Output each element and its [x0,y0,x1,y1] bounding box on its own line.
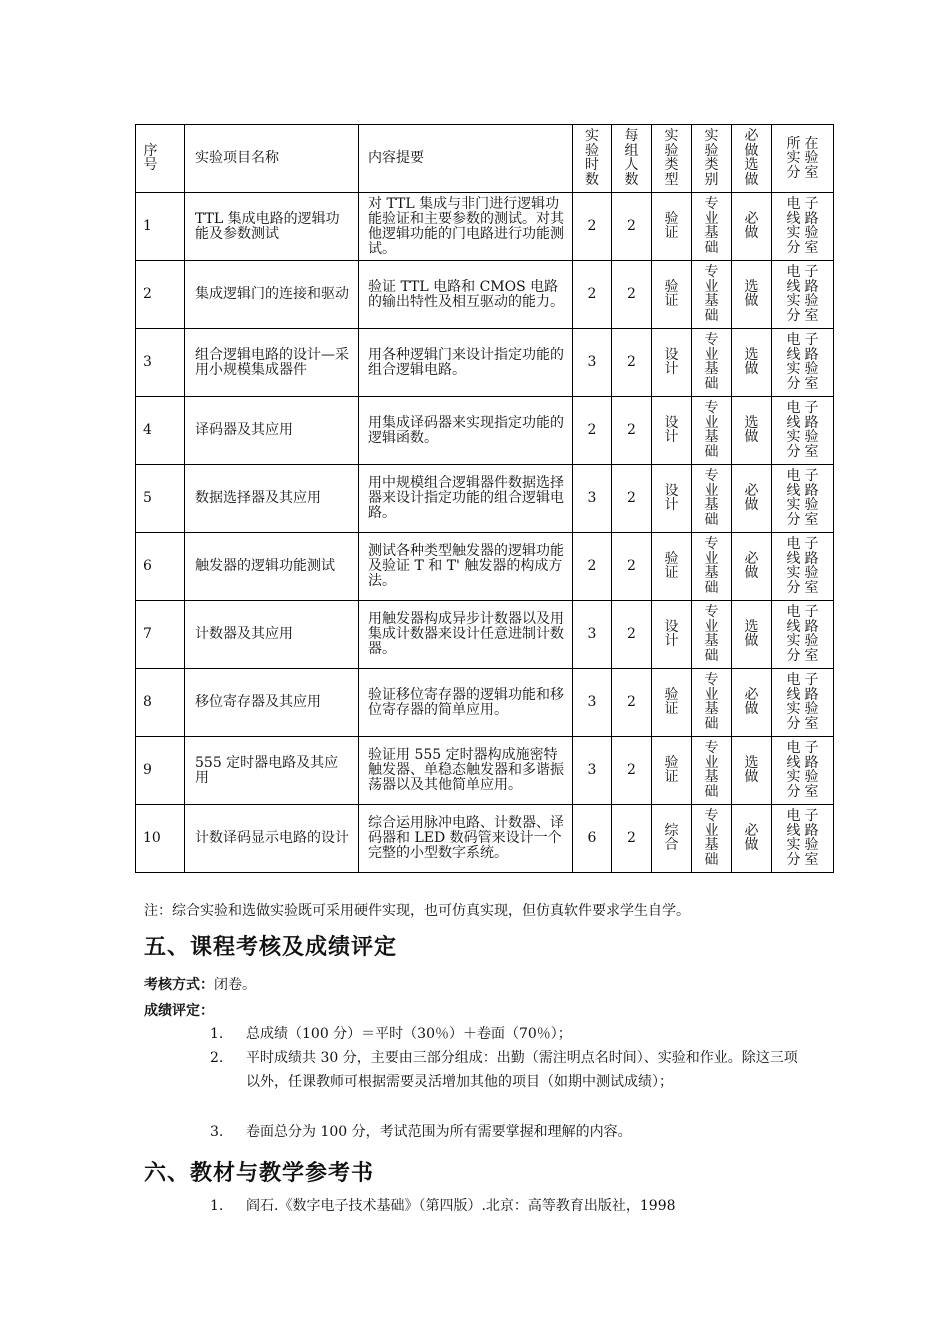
cell-hours: 2 [573,397,612,465]
cell-name: TTL 集成电路的逻辑功能及参数测试 [185,193,359,261]
cell-type [652,601,692,669]
cell-lab-text: 电子线路实验分室 [786,808,819,868]
cell-category-text: 专业基础 [704,400,719,460]
cell-people: 2 [612,397,652,465]
header-name: 实验项目名称 [185,125,359,193]
cell-required [732,805,772,873]
cell-required-text: 必做 [744,210,759,242]
cell-desc: 综合运用脉冲电路、计数器、译码器和 LED 数码管来设计一个完整的小型数字系统。 [359,805,573,873]
cell-desc: 对 TTL 集成与非门进行逻辑功能验证和主要参数的测试。对其他逻辑功能的门电路进行功能测试。 [359,193,573,261]
header-people: 每组人数 [612,125,652,193]
cell-hours: 3 [573,601,612,669]
cell-lab [772,533,834,601]
cell-lab [772,193,834,261]
table-row [136,533,834,601]
cell-category-text: 专业基础 [704,808,719,868]
cell-required [732,193,772,261]
cell-category [692,329,732,397]
cell-people: 2 [612,805,652,873]
reference-number: 1. [210,1198,224,1214]
table-row [136,193,834,261]
cell-category [692,193,732,261]
table-row [136,465,834,533]
exam-method [144,974,256,994]
exam-method-label: 考核方式： [144,977,214,993]
cell-category [692,397,732,465]
cell-lab [772,261,834,329]
cell-category [692,805,732,873]
cell-lab-text: 电子线路实验分室 [786,672,819,732]
cell-type-text: 设计 [664,482,679,514]
cell-idx: 5 [136,465,185,533]
cell-category-text: 专业基础 [704,264,719,324]
table-row [136,669,834,737]
cell-lab [772,329,834,397]
cell-name: 移位寄存器及其应用 [185,669,359,737]
cell-type [652,805,692,873]
cell-people: 2 [612,261,652,329]
cell-people: 2 [612,329,652,397]
cell-desc: 测试各种类型触发器的逻辑功能及验证 T 和 T' 触发器的构成方法。 [359,533,573,601]
cell-idx: 8 [136,669,185,737]
table-row [136,329,834,397]
exam-method-value: 闭卷。 [214,977,256,993]
table-row [136,805,834,873]
cell-hours: 2 [573,193,612,261]
cell-desc: 验证用 555 定时器构成施密特触发器、单稳态触发器和多谐振荡器以及其他简单应用。 [359,737,573,805]
cell-lab-text: 电子线路实验分室 [786,264,819,324]
cell-type [652,737,692,805]
cell-required [732,397,772,465]
cell-lab [772,397,834,465]
cell-desc: 用中规模组合逻辑器件数据选择器来设计指定功能的组合逻辑电路。 [359,465,573,533]
cell-category-text: 专业基础 [704,740,719,800]
cell-type [652,329,692,397]
cell-hours: 3 [573,465,612,533]
cell-required-text: 选做 [744,346,759,378]
cell-people: 2 [612,601,652,669]
cell-lab-text: 电子线路实验分室 [786,400,819,460]
cell-category [692,261,732,329]
cell-category-text: 专业基础 [704,604,719,664]
cell-required-text: 选做 [744,754,759,786]
cell-idx: 2 [136,261,185,329]
table-row [136,397,834,465]
cell-required [732,737,772,805]
cell-required-text: 必做 [744,686,759,718]
cell-type-text: 验证 [664,686,679,718]
cell-lab-text: 电子线路实验分室 [786,332,819,392]
cell-name: 组合逻辑电路的设计—采用小规模集成器件 [185,329,359,397]
cell-idx: 4 [136,397,185,465]
cell-desc: 验证移位寄存器的逻辑功能和移位寄存器的简单应用。 [359,669,573,737]
cell-name: 计数译码显示电路的设计 [185,805,359,873]
reference-text: 阎石.《数字电子技术基础》（第四版）.北京：高等教育出版社，1998 [246,1198,676,1214]
cell-category [692,737,732,805]
cell-category [692,669,732,737]
cell-idx: 10 [136,805,185,873]
cell-name: 触发器的逻辑功能测试 [185,533,359,601]
cell-idx: 7 [136,601,185,669]
section6-title: 六、教材与教学参考书 [144,1160,375,1186]
table-header-row [136,125,834,193]
cell-required [732,465,772,533]
cell-type-text: 验证 [664,278,679,310]
cell-type [652,669,692,737]
cell-required-text: 必做 [744,822,759,854]
cell-lab-text: 电子线路实验分室 [786,196,819,256]
grade-item-text: 总成绩（100 分）＝平时（30％）＋卷面（70％）； [246,1026,572,1042]
section5-title: 五、课程考核及成绩评定 [144,934,398,960]
cell-type [652,533,692,601]
cell-name: 数据选择器及其应用 [185,465,359,533]
cell-idx: 9 [136,737,185,805]
cell-lab [772,601,834,669]
header-desc: 内容提要 [359,125,573,193]
cell-name: 计数器及其应用 [185,601,359,669]
cell-category [692,533,732,601]
cell-required-text: 选做 [744,414,759,446]
cell-hours: 2 [573,533,612,601]
cell-name: 集成逻辑门的连接和驱动 [185,261,359,329]
table-note: 注：综合实验和选做实验既可采用硬件实现，也可仿真实现，但仿真软件要求学生自学。 [144,903,690,919]
cell-lab [772,805,834,873]
cell-idx: 3 [136,329,185,397]
cell-category [692,465,732,533]
cell-people: 2 [612,533,652,601]
header-lab: 所在实验分室 [772,125,834,193]
header-required: 必做选做 [732,125,772,193]
header-hours: 实验时数 [573,125,612,193]
cell-people: 2 [612,737,652,805]
cell-type-text: 设计 [664,414,679,446]
cell-name: 555 定时器电路及其应用 [185,737,359,805]
cell-type [652,193,692,261]
cell-lab-text: 电子线路实验分室 [786,740,819,800]
cell-required [732,329,772,397]
cell-type-text: 设计 [664,618,679,650]
cell-category [692,601,732,669]
cell-idx: 6 [136,533,185,601]
cell-type [652,261,692,329]
grade-item-number: 1. [210,1026,224,1042]
cell-type-text: 设计 [664,346,679,378]
cell-people: 2 [612,465,652,533]
cell-desc: 用集成译码器来实现指定功能的逻辑函数。 [359,397,573,465]
cell-required-text: 必做 [744,550,759,582]
cell-hours: 3 [573,669,612,737]
cell-hours: 6 [573,805,612,873]
cell-hours: 2 [573,261,612,329]
table-row [136,261,834,329]
grade-item-number: 3. [210,1124,224,1140]
cell-name: 译码器及其应用 [185,397,359,465]
cell-hours: 3 [573,737,612,805]
table-row [136,601,834,669]
cell-category-text: 专业基础 [704,196,719,256]
cell-type-text: 验证 [664,754,679,786]
cell-type-text: 验证 [664,210,679,242]
cell-required-text: 必做 [744,482,759,514]
cell-people: 2 [612,193,652,261]
cell-type [652,465,692,533]
cell-category-text: 专业基础 [704,536,719,596]
grade-label: 成绩评定： [144,1003,214,1019]
grade-item-text: 平时成绩共 30 分，主要由三部分组成：出勤（需注明点名时间）、实验和作业。除这三项以外，任课教师可根据需要灵活增加其他的项目（如期中测试成绩）； [246,1050,798,1090]
cell-lab-text: 电子线路实验分室 [786,536,819,596]
cell-desc: 用各种逻辑门来设计指定功能的组合逻辑电路。 [359,329,573,397]
header-category: 实验类别 [692,125,732,193]
grade-item-text: 卷面总分为 100 分，考试范围为所有需要掌握和理解的内容。 [246,1124,632,1140]
cell-people: 2 [612,669,652,737]
header-idx: 序号 [136,125,185,193]
grade-item-number: 2. [210,1050,224,1066]
cell-required-text: 选做 [744,278,759,310]
cell-category-text: 专业基础 [704,332,719,392]
cell-required [732,669,772,737]
table-row [136,737,834,805]
cell-hours: 3 [573,329,612,397]
cell-required [732,601,772,669]
cell-lab-text: 电子线路实验分室 [786,468,819,528]
cell-category-text: 专业基础 [704,468,719,528]
cell-required-text: 选做 [744,618,759,650]
experiment-table [135,124,834,873]
cell-lab [772,737,834,805]
cell-desc: 验证 TTL 电路和 CMOS 电路的输出特性及相互驱动的能力。 [359,261,573,329]
header-type: 实验类型 [652,125,692,193]
cell-type-text: 综合 [664,822,679,854]
cell-lab [772,465,834,533]
cell-category-text: 专业基础 [704,672,719,732]
cell-lab-text: 电子线路实验分室 [786,604,819,664]
cell-required [732,261,772,329]
cell-desc: 用触发器构成异步计数器以及用集成计数器来设计任意进制计数器。 [359,601,573,669]
cell-type [652,397,692,465]
cell-lab [772,669,834,737]
cell-required [732,533,772,601]
cell-idx: 1 [136,193,185,261]
cell-type-text: 验证 [664,550,679,582]
